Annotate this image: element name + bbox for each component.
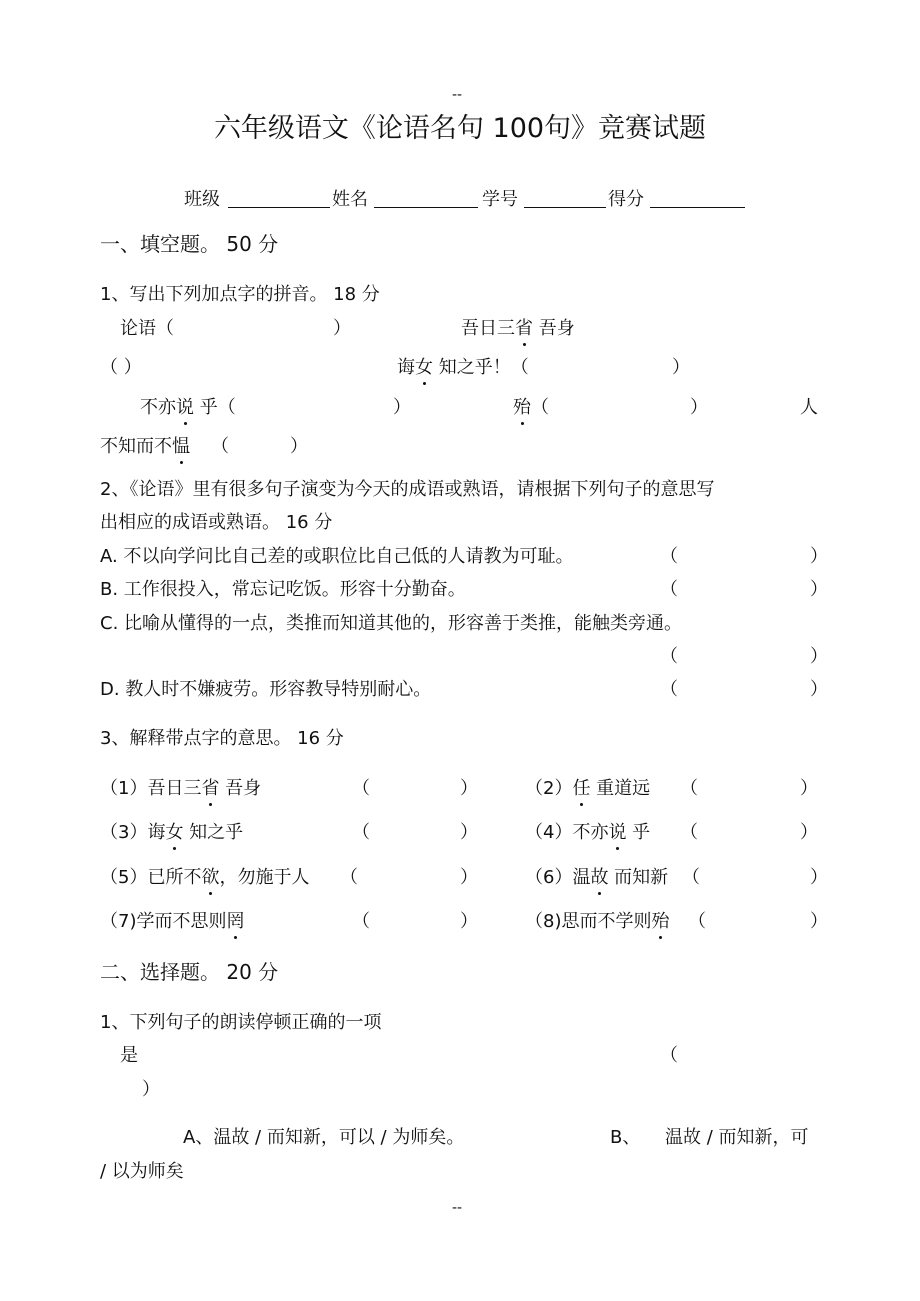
q3-item-1-open: （: [352, 778, 370, 799]
q1-item-f-dotted: 愠: [172, 436, 190, 457]
q1-item-f-head: 人: [800, 397, 818, 418]
q3-item-2-pre: （2）: [525, 778, 573, 799]
q1-item-a-close: ）: [333, 318, 351, 339]
q3-item-2-close: ）: [800, 778, 818, 799]
q3-item-2: [525, 778, 650, 800]
q3-item-3-pre: （3）诲: [100, 822, 166, 843]
q2-item-a-close: ）: [810, 546, 828, 567]
name-label: 姓名: [332, 189, 368, 210]
page-title: 六年级语文《论语名句 100句》竞赛试题: [213, 113, 707, 144]
q1-item-e-close: ）: [690, 397, 708, 418]
q2-item-d-open: （: [660, 679, 678, 700]
q3-item-7-pre: （7)学而不思则: [100, 911, 227, 932]
s2-q1-option-a: A、温故 / 而知新，可以 / 为师矣。: [183, 1127, 465, 1148]
class-blank[interactable]: [228, 207, 330, 208]
q2-prompt-line1: 2、《论语》里有很多句子演变为今天的成语或熟语，请根据下列句子的意思写: [100, 479, 715, 500]
number-label: 学号: [482, 189, 518, 210]
number-blank[interactable]: [524, 207, 606, 208]
q3-item-4-post: 乎: [626, 822, 651, 843]
q3-item-4-pre: （4）不亦: [525, 822, 609, 843]
q1-item-e-open: （: [531, 397, 549, 418]
q3-prompt: 3、解释带点字的意思。 16 分: [100, 728, 344, 749]
q3-item-8-pre: （8)思而不学则: [525, 911, 652, 932]
q2-prompt-line2: 出相应的成语或熟语。 16 分: [100, 512, 333, 533]
q1-item-b-pre: 吾日三: [461, 318, 515, 339]
q3-item-3-post: 知之乎: [183, 822, 244, 843]
s2-q1-open: （: [660, 1045, 678, 1066]
q1-item-c-dotted: 女: [415, 357, 433, 378]
q3-item-1-close: ）: [460, 778, 478, 799]
q3-item-5-post: ，勿施于人: [219, 867, 310, 888]
q3-item-8-open: （: [688, 911, 706, 932]
q3-item-6-pre: （6）温: [525, 867, 591, 888]
q3-item-3: [100, 822, 243, 844]
q2-item-a-open: （: [660, 546, 678, 567]
q1-item-b-post: 吾身: [533, 318, 575, 339]
q3-item-1-pre: （1）吾日三: [100, 778, 202, 799]
q3-item-4: [525, 822, 650, 844]
q1-item-a: 论语（: [120, 318, 174, 339]
s2-q1-close: ）: [142, 1079, 160, 1100]
q3-item-7-close: ）: [460, 911, 478, 932]
s2-q1-option-b-label: B、: [610, 1127, 641, 1148]
q1-item-d-post: 乎（: [194, 397, 236, 418]
q3-item-2-post: 重道远: [590, 778, 651, 799]
score-label: 得分: [608, 189, 644, 210]
q3-item-3-open: （: [352, 822, 370, 843]
q3-item-5: [100, 867, 309, 889]
q1-item-b-dotted: 省: [515, 318, 533, 339]
q3-item-6-close: ）: [810, 867, 828, 888]
q3-item-3-close: ）: [460, 822, 478, 843]
q3-item-6-post: 而知新: [608, 867, 669, 888]
q3-item-5-open: （: [340, 867, 358, 888]
q3-item-8-dotted: 殆: [651, 911, 670, 932]
q2-item-a: A. 不以向学问比自己差的或职位比自己低的人请教为可耻。: [100, 546, 574, 567]
q1-item-d: [140, 397, 236, 419]
q3-item-2-dotted: 任: [572, 778, 591, 799]
s2-q1-prompt-cont: 是: [120, 1045, 138, 1066]
q3-item-1-dotted: 省: [201, 778, 220, 799]
name-blank[interactable]: [374, 207, 478, 208]
q2-item-d: D. 教人时不嫌疲劳。形容教导特别耐心。: [100, 679, 432, 700]
q3-item-5-dotted: 欲: [201, 867, 220, 888]
q2-item-c-open: （: [660, 646, 678, 667]
q1-item-d-close: ）: [393, 397, 411, 418]
q3-item-4-dotted: 说: [608, 822, 627, 843]
q1-item-c-post: 知之乎！（: [433, 357, 529, 378]
q1-prompt: 1、写出下列加点字的拼音。 18 分: [100, 284, 380, 305]
q1-item-d-dotted: 说: [176, 397, 194, 418]
q2-item-c: C. 比喻从懂得的一点，类推而知道其他的，形容善于类推，能触类旁通。: [100, 613, 683, 634]
q3-item-7-open: （: [352, 911, 370, 932]
q1-item-d-pre: 不亦: [140, 397, 176, 418]
bottom-page-mark: --: [452, 1200, 463, 1216]
q3-item-8: [525, 911, 669, 933]
class-label: 班级: [184, 189, 220, 210]
q2-item-d-close: ）: [810, 679, 828, 700]
section2-heading: 二、选择题。 20 分: [100, 960, 279, 984]
q2-item-b: B. 工作很投入，常忘记吃饭。形容十分勤奋。: [100, 579, 466, 600]
section1-heading: 一、填空题。 50 分: [100, 232, 279, 256]
q3-item-5-close: ）: [460, 867, 478, 888]
q1-item-e-dotted: 殆: [513, 397, 531, 418]
top-page-mark: --: [452, 87, 463, 103]
q3-item-5-pre: （5）已所不: [100, 867, 202, 888]
q2-item-b-open: （: [660, 579, 678, 600]
s2-q1-option-b-cont: / 以为师矣: [100, 1161, 184, 1182]
q1-item-f-open: （: [211, 436, 229, 457]
q2-item-b-close: ）: [810, 579, 828, 600]
q1-item-c-close: ）: [672, 357, 690, 378]
q1-item-b-paren: （ ）: [100, 357, 142, 378]
q1-item-f-pre: 不知而不: [100, 436, 172, 457]
q1-item-f-close: ）: [290, 436, 308, 457]
q3-item-6: [525, 867, 668, 889]
q3-item-1-post: 吾身: [219, 778, 262, 799]
q3-item-4-open: （: [680, 822, 698, 843]
q3-item-7: [100, 911, 244, 933]
q1-item-c-pre: 诲: [397, 357, 415, 378]
q3-item-3-dotted: 女: [165, 822, 184, 843]
s2-q1-option-b-text: 温故 / 而知新，可: [665, 1127, 809, 1148]
q2-item-c-close: ）: [810, 646, 828, 667]
q3-item-6-open: （: [682, 867, 700, 888]
q3-item-2-open: （: [680, 778, 698, 799]
score-blank[interactable]: [650, 207, 745, 208]
q1-item-f: [100, 436, 190, 458]
q3-item-7-dotted: 罔: [226, 911, 245, 932]
q3-item-4-close: ）: [800, 822, 818, 843]
q1-item-b: [461, 318, 575, 340]
q3-item-6-dotted: 故: [590, 867, 609, 888]
q1-item-e: [513, 397, 549, 419]
s2-q1-prompt: 1、下列句子的朗读停顿正确的一项: [100, 1012, 382, 1033]
q1-item-c: [397, 357, 529, 379]
q3-item-8-close: ）: [810, 911, 828, 932]
q3-item-1: [100, 778, 261, 800]
